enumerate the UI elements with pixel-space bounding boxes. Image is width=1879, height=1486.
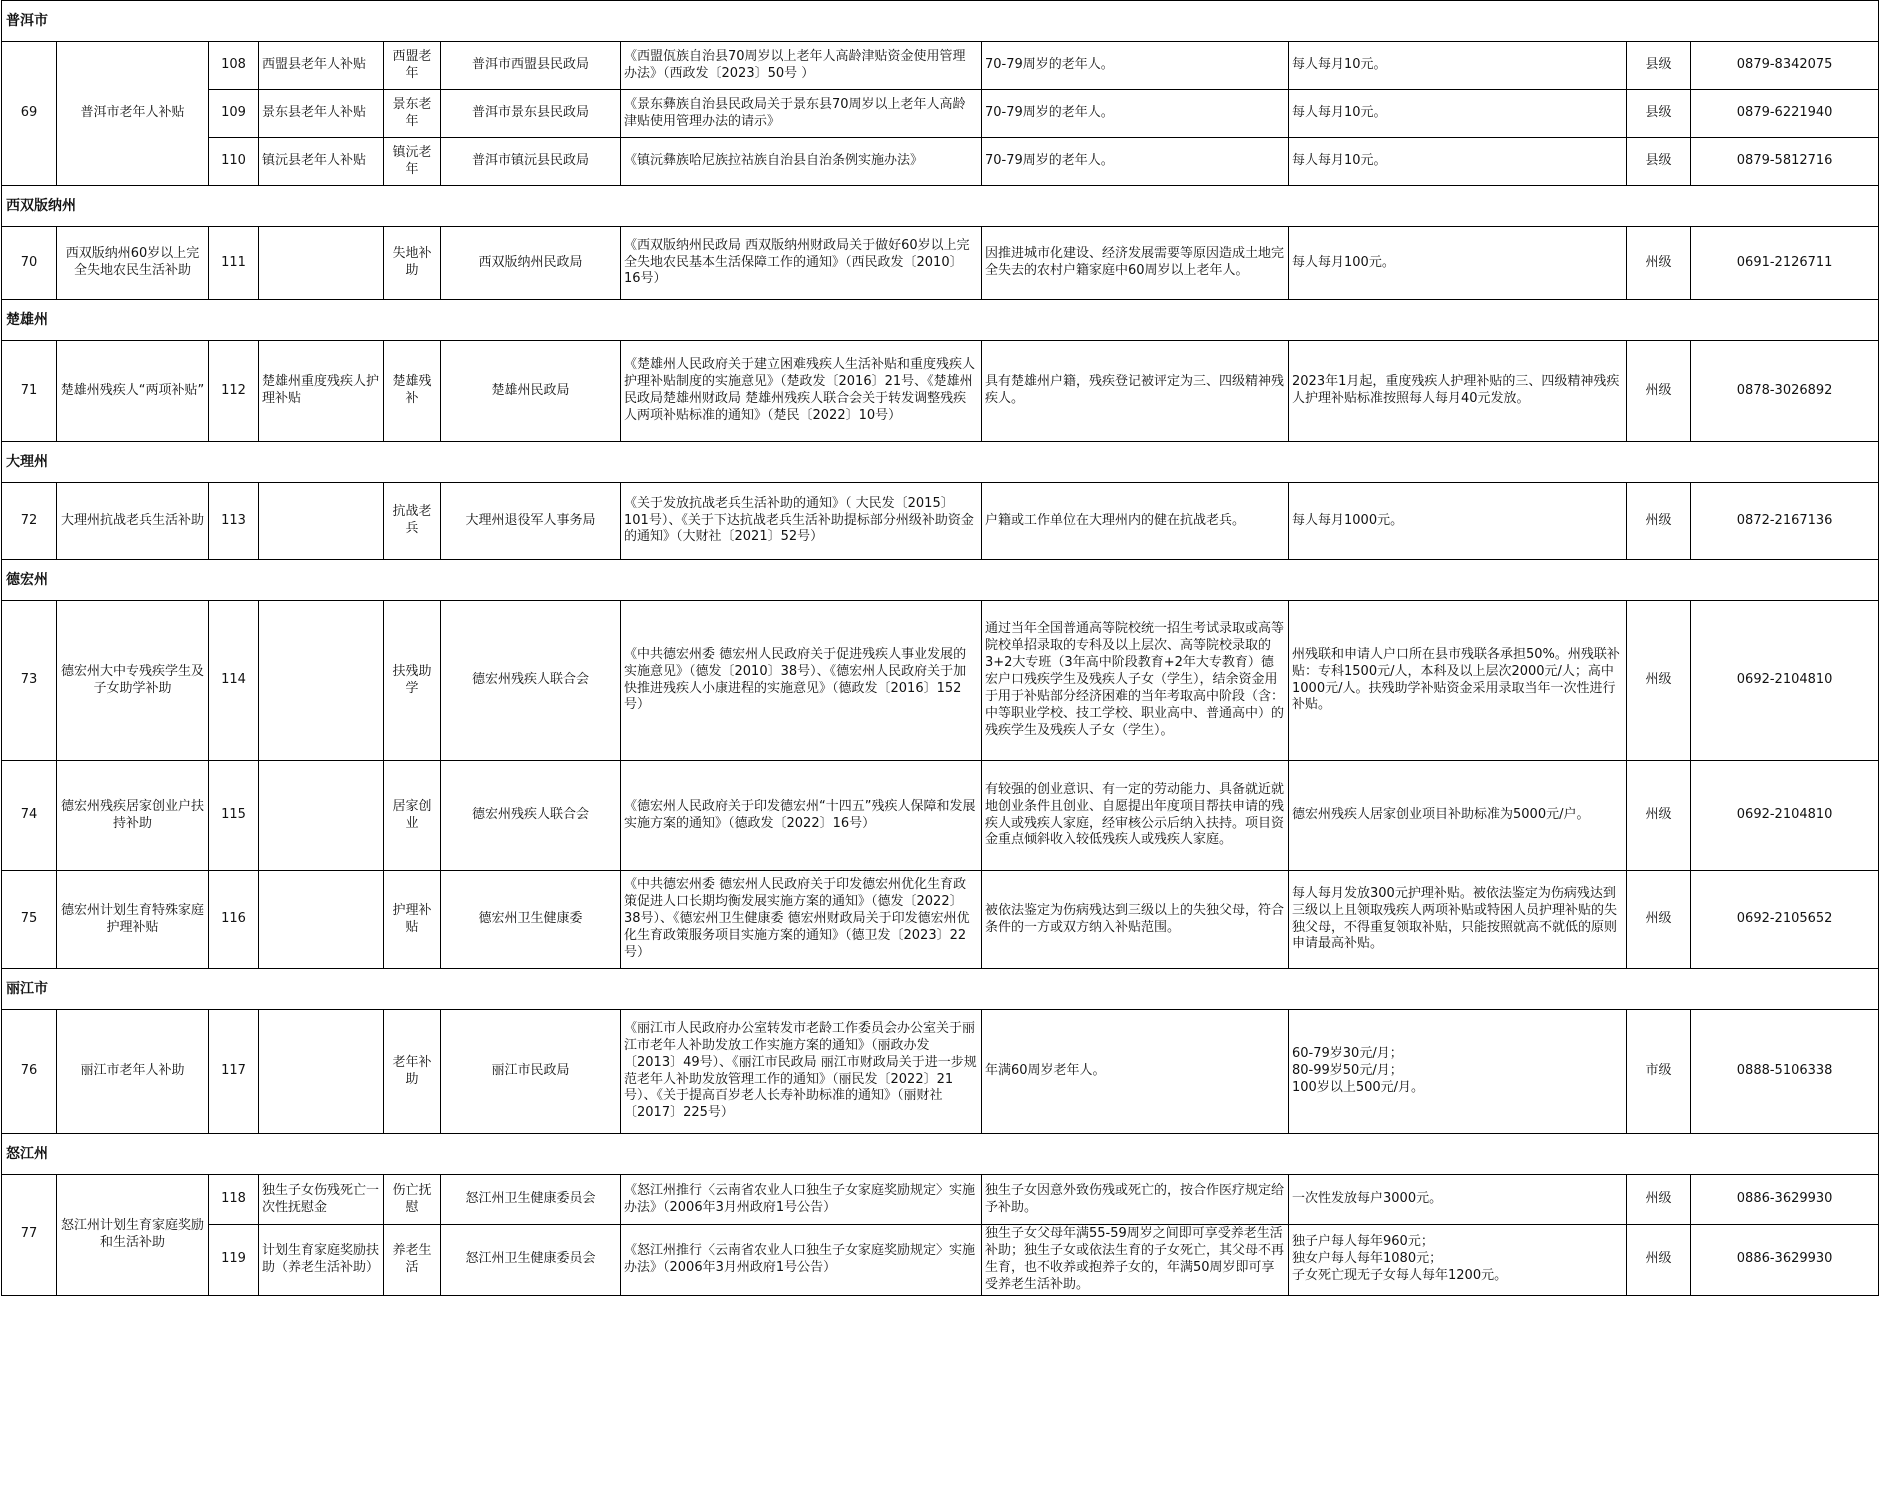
level-cell: 县级 bbox=[1627, 42, 1691, 90]
policy-cell: 《楚雄州人民政府关于建立困难残疾人生活补贴和重度残疾人护理补贴制度的实施意见》（楚政发〔2016〕21号、《楚雄州民政局楚雄州财政局 楚雄州残疾人联合会关于转发调整残疾人两项补贴标准的通知》（楚民〔2022〕10号） bbox=[621, 341, 982, 442]
policy-cell: 《丽江市人民政府办公室转发市老龄工作委员会办公室关于丽江市老年人补助发放工作实施方案的通知》（丽政办发〔2013〕49号）、《丽江市民政局 丽江市财政局关于进一步规范老年人补助发放管理工作的通知》（丽民发〔2022〕21号）、《关于提高百岁老人长寿补助标准的通知》（丽财社〔2017〕225号） bbox=[621, 1010, 982, 1134]
table-body bbox=[2, 1, 1879, 1296]
table-row bbox=[2, 1225, 1879, 1296]
region-name: 西双版纳州 bbox=[2, 186, 1691, 227]
region-name: 楚雄州 bbox=[2, 300, 1691, 341]
target-cell: 70-79周岁的老年人。 bbox=[982, 138, 1289, 186]
table-row bbox=[2, 601, 1879, 761]
department-cell: 普洱市镇沅县民政局 bbox=[441, 138, 621, 186]
phone-cell: 0872-2167136 bbox=[1691, 483, 1879, 560]
item-name-cell bbox=[259, 483, 384, 560]
standard-cell: 德宏州残疾人居家创业项目补助标准为5000元/户。 bbox=[1289, 761, 1627, 871]
subsidy-name-cell: 大理州抗战老兵生活补助 bbox=[57, 483, 209, 560]
seq-cell: 72 bbox=[2, 483, 57, 560]
region-name: 普洱市 bbox=[2, 1, 1691, 42]
target-cell: 独生子女父母年满55-59周岁之间即可享受养老生活补助；独生子女或依法生育的子女死亡，其父母不再生育，也不收养或抱养子女的，年满50周岁即可享受养老生活补助。 bbox=[982, 1225, 1289, 1296]
level-cell: 州级 bbox=[1627, 1175, 1691, 1225]
category-cell: 失地补助 bbox=[384, 227, 441, 300]
region-row-blank bbox=[1691, 1134, 1879, 1175]
target-cell: 年满60周岁老年人。 bbox=[982, 1010, 1289, 1134]
standard-cell: 每人每月发放300元护理补贴。被依法鉴定为伤病残达到三级以上且领取残疾人两项补贴或特困人员护理补贴的失独父母，不得重复领取补贴，只能按照就高不就低的原则申请最高补贴。 bbox=[1289, 871, 1627, 969]
policy-cell: 《怒江州推行〈云南省农业人口独生子女家庭奖励规定〉实施办法》（2006年3月州政府1号公告） bbox=[621, 1225, 982, 1296]
target-cell: 被依法鉴定为伤病残达到三级以上的失独父母，符合条件的一方或双方纳入补贴范围。 bbox=[982, 871, 1289, 969]
level-cell: 州级 bbox=[1627, 227, 1691, 300]
category-cell: 楚雄残补 bbox=[384, 341, 441, 442]
department-cell: 大理州退役军人事务局 bbox=[441, 483, 621, 560]
level-cell: 州级 bbox=[1627, 871, 1691, 969]
table-row bbox=[2, 1175, 1879, 1225]
region-row bbox=[2, 1, 1879, 42]
region-row-blank bbox=[1691, 969, 1879, 1010]
table-row bbox=[2, 871, 1879, 969]
policy-cell: 《景东彝族自治县民政局关于景东县70周岁以上老年人高龄津贴使用管理办法的请示》 bbox=[621, 90, 982, 138]
seq-cell: 77 bbox=[2, 1175, 57, 1296]
item-name-cell bbox=[259, 761, 384, 871]
category-cell: 居家创业 bbox=[384, 761, 441, 871]
table-row bbox=[2, 341, 1879, 442]
region-row bbox=[2, 300, 1879, 341]
target-cell: 独生子女因意外致伤残或死亡的，按合作医疗规定给予补助。 bbox=[982, 1175, 1289, 1225]
level-cell: 州级 bbox=[1627, 341, 1691, 442]
region-row bbox=[2, 560, 1879, 601]
item-no-cell: 117 bbox=[209, 1010, 259, 1134]
region-row-blank bbox=[1691, 442, 1879, 483]
item-name-cell: 景东县老年人补贴 bbox=[259, 90, 384, 138]
region-row bbox=[2, 442, 1879, 483]
target-cell: 70-79周岁的老年人。 bbox=[982, 42, 1289, 90]
standard-cell: 每人每月10元。 bbox=[1289, 42, 1627, 90]
category-cell: 西盟老年 bbox=[384, 42, 441, 90]
standard-cell: 每人每月10元。 bbox=[1289, 90, 1627, 138]
seq-cell: 74 bbox=[2, 761, 57, 871]
category-cell: 养老生活 bbox=[384, 1225, 441, 1296]
department-cell: 普洱市西盟县民政局 bbox=[441, 42, 621, 90]
phone-cell: 0879-5812716 bbox=[1691, 138, 1879, 186]
subsidy-name-cell: 德宏州残疾居家创业户扶持补助 bbox=[57, 761, 209, 871]
phone-cell: 0879-8342075 bbox=[1691, 42, 1879, 90]
item-name-cell: 西盟县老年人补贴 bbox=[259, 42, 384, 90]
target-cell: 通过当年全国普通高等院校统一招生考试录取或高等院校单招录取的专科及以上层次、高等院校录取的3+2大专班（3年高中阶段教育+2年大专教育）德宏户口残疾学生及残疾人子女（学生），结余资金用于用于补贴部分经济困难的当年考取高中阶段（含：中等职业学校、技工学校、职业高中、普通高中）的残疾学生及残疾人子女（学生）。 bbox=[982, 601, 1289, 761]
region-name: 丽江市 bbox=[2, 969, 1691, 1010]
policy-cell: 《中共德宏州委 德宏州人民政府关于促进残疾人事业发展的实施意见》（德发〔2010〕38号）、《德宏州人民政府关于加快推进残疾人小康进程的实施意见》（德政发〔2016〕152号） bbox=[621, 601, 982, 761]
subsidy-name-cell: 西双版纳州60岁以上完全失地农民生活补助 bbox=[57, 227, 209, 300]
region-row-blank bbox=[1691, 300, 1879, 341]
item-no-cell: 114 bbox=[209, 601, 259, 761]
table-row bbox=[2, 227, 1879, 300]
department-cell: 普洱市景东县民政局 bbox=[441, 90, 621, 138]
item-no-cell: 108 bbox=[209, 42, 259, 90]
table-row bbox=[2, 1010, 1879, 1134]
standard-cell: 每人每月10元。 bbox=[1289, 138, 1627, 186]
standard-cell: 每人每月100元。 bbox=[1289, 227, 1627, 300]
phone-cell: 0886-3629930 bbox=[1691, 1225, 1879, 1296]
standard-cell: 2023年1月起，重度残疾人护理补贴的三、四级精神残疾人护理补贴标准按照每人每月40元发放。 bbox=[1289, 341, 1627, 442]
policy-cell: 《德宏州人民政府关于印发德宏州“十四五”残疾人保障和发展实施方案的通知》（德政发〔2022〕16号） bbox=[621, 761, 982, 871]
subsidy-name-cell: 楚雄州残疾人“两项补贴” bbox=[57, 341, 209, 442]
item-name-cell bbox=[259, 871, 384, 969]
item-no-cell: 113 bbox=[209, 483, 259, 560]
region-row-blank bbox=[1691, 1, 1879, 42]
region-row bbox=[2, 186, 1879, 227]
region-row-blank bbox=[1691, 560, 1879, 601]
department-cell: 德宏州卫生健康委 bbox=[441, 871, 621, 969]
table-row bbox=[2, 42, 1879, 90]
target-cell: 具有楚雄州户籍，残疾登记被评定为三、四级精神残疾人。 bbox=[982, 341, 1289, 442]
subsidy-table bbox=[1, 0, 1879, 1296]
policy-cell: 《西盟佤族自治县70周岁以上老年人高龄津贴资金使用管理办法》（西政发〔2023〕50号 ） bbox=[621, 42, 982, 90]
category-cell: 老年补助 bbox=[384, 1010, 441, 1134]
category-cell: 抗战老兵 bbox=[384, 483, 441, 560]
item-name-cell: 计划生育家庭奖励扶助（养老生活补助） bbox=[259, 1225, 384, 1296]
level-cell: 州级 bbox=[1627, 1225, 1691, 1296]
item-no-cell: 119 bbox=[209, 1225, 259, 1296]
department-cell: 西双版纳州民政局 bbox=[441, 227, 621, 300]
subsidy-name-cell: 德宏州大中专残疾学生及子女助学补助 bbox=[57, 601, 209, 761]
item-name-cell bbox=[259, 1010, 384, 1134]
region-name: 德宏州 bbox=[2, 560, 1691, 601]
seq-cell: 76 bbox=[2, 1010, 57, 1134]
category-cell: 扶残助学 bbox=[384, 601, 441, 761]
policy-cell: 《镇沅彝族哈尼族拉祜族自治县自治条例实施办法》 bbox=[621, 138, 982, 186]
level-cell: 市级 bbox=[1627, 1010, 1691, 1134]
phone-cell: 0878-3026892 bbox=[1691, 341, 1879, 442]
seq-cell: 75 bbox=[2, 871, 57, 969]
level-cell: 州级 bbox=[1627, 483, 1691, 560]
subsidy-name-cell: 德宏州计划生育特殊家庭护理补贴 bbox=[57, 871, 209, 969]
seq-cell: 70 bbox=[2, 227, 57, 300]
item-no-cell: 109 bbox=[209, 90, 259, 138]
item-no-cell: 118 bbox=[209, 1175, 259, 1225]
level-cell: 县级 bbox=[1627, 90, 1691, 138]
item-no-cell: 110 bbox=[209, 138, 259, 186]
phone-cell: 0879-6221940 bbox=[1691, 90, 1879, 138]
subsidy-name-cell: 怒江州计划生育家庭奖励和生活补助 bbox=[57, 1175, 209, 1296]
level-cell: 县级 bbox=[1627, 138, 1691, 186]
category-cell: 护理补贴 bbox=[384, 871, 441, 969]
policy-cell: 《关于发放抗战老兵生活补助的通知》（ 大民发〔2015〕101号）、《关于下达抗战老兵生活补助提标部分州级补助资金的通知》（大财社〔2021〕52号） bbox=[621, 483, 982, 560]
department-cell: 德宏州残疾人联合会 bbox=[441, 601, 621, 761]
item-name-cell bbox=[259, 601, 384, 761]
phone-cell: 0886-3629930 bbox=[1691, 1175, 1879, 1225]
phone-cell: 0692-2105652 bbox=[1691, 871, 1879, 969]
phone-cell: 0691-2126711 bbox=[1691, 227, 1879, 300]
target-cell: 70-79周岁的老年人。 bbox=[982, 90, 1289, 138]
item-no-cell: 116 bbox=[209, 871, 259, 969]
standard-cell: 一次性发放每户3000元。 bbox=[1289, 1175, 1627, 1225]
item-no-cell: 115 bbox=[209, 761, 259, 871]
phone-cell: 0692-2104810 bbox=[1691, 761, 1879, 871]
table-row bbox=[2, 761, 1879, 871]
item-name-cell: 镇沅县老年人补贴 bbox=[259, 138, 384, 186]
phone-cell: 0888-5106338 bbox=[1691, 1010, 1879, 1134]
item-name-cell: 楚雄州重度残疾人护理补贴 bbox=[259, 341, 384, 442]
item-no-cell: 112 bbox=[209, 341, 259, 442]
category-cell: 镇沅老年 bbox=[384, 138, 441, 186]
standard-cell: 每人每月1000元。 bbox=[1289, 483, 1627, 560]
department-cell: 楚雄州民政局 bbox=[441, 341, 621, 442]
target-cell: 有较强的创业意识、有一定的劳动能力、具备就近就地创业条件且创业、自愿提出年度项目帮扶申请的残疾人或残疾人家庭，经审核公示后纳入扶持。项目资金重点倾斜收入较低残疾人或残疾人家庭。 bbox=[982, 761, 1289, 871]
department-cell: 怒江州卫生健康委员会 bbox=[441, 1225, 621, 1296]
target-cell: 因推进城市化建设、经济发展需要等原因造成土地完全失去的农村户籍家庭中60周岁以上老年人。 bbox=[982, 227, 1289, 300]
level-cell: 州级 bbox=[1627, 601, 1691, 761]
region-name: 大理州 bbox=[2, 442, 1691, 483]
region-row-blank bbox=[1691, 186, 1879, 227]
seq-cell: 71 bbox=[2, 341, 57, 442]
item-no-cell: 111 bbox=[209, 227, 259, 300]
phone-cell: 0692-2104810 bbox=[1691, 601, 1879, 761]
department-cell: 丽江市民政局 bbox=[441, 1010, 621, 1134]
region-name: 怒江州 bbox=[2, 1134, 1691, 1175]
region-row bbox=[2, 1134, 1879, 1175]
department-cell: 怒江州卫生健康委员会 bbox=[441, 1175, 621, 1225]
category-cell: 景东老年 bbox=[384, 90, 441, 138]
item-name-cell bbox=[259, 227, 384, 300]
table-row bbox=[2, 483, 1879, 560]
level-cell: 州级 bbox=[1627, 761, 1691, 871]
region-row bbox=[2, 969, 1879, 1010]
table-row bbox=[2, 138, 1879, 186]
subsidy-name-cell: 丽江市老年人补助 bbox=[57, 1010, 209, 1134]
standard-cell: 独子户每人每年960元； 独女户每人每年1080元； 子女死亡现无子女每人每年1200元。 bbox=[1289, 1225, 1627, 1296]
target-cell: 户籍或工作单位在大理州内的健在抗战老兵。 bbox=[982, 483, 1289, 560]
item-name-cell: 独生子女伤残死亡一次性抚慰金 bbox=[259, 1175, 384, 1225]
department-cell: 德宏州残疾人联合会 bbox=[441, 761, 621, 871]
category-cell: 伤亡抚慰 bbox=[384, 1175, 441, 1225]
table-row bbox=[2, 90, 1879, 138]
policy-cell: 《怒江州推行〈云南省农业人口独生子女家庭奖励规定〉实施办法》（2006年3月州政府1号公告） bbox=[621, 1175, 982, 1225]
policy-cell: 《西双版纳州民政局 西双版纳州财政局关于做好60岁以上完全失地农民基本生活保障工作的通知》（西民政发〔2010〕16号） bbox=[621, 227, 982, 300]
policy-cell: 《中共德宏州委 德宏州人民政府关于印发德宏州优化生育政策促进人口长期均衡发展实施方案的通知》（德发〔2022〕38号）、《德宏州卫生健康委 德宏州财政局关于印发德宏州优化生育政策服务项目实施方案的通知》（德卫发〔2023〕22号） bbox=[621, 871, 982, 969]
subsidy-name-cell: 普洱市老年人补贴 bbox=[57, 42, 209, 186]
seq-cell: 73 bbox=[2, 601, 57, 761]
standard-cell: 州残联和申请人户口所在县市残联各承担50%。州残联补贴：专科1500元/人，本科及以上层次2000元/人；高中1000元/人。扶残助学补贴资金采用录取当年一次性进行补贴。 bbox=[1289, 601, 1627, 761]
seq-cell: 69 bbox=[2, 42, 57, 186]
standard-cell: 60-79岁30元/月； 80-99岁50元/月； 100岁以上500元/月。 bbox=[1289, 1010, 1627, 1134]
